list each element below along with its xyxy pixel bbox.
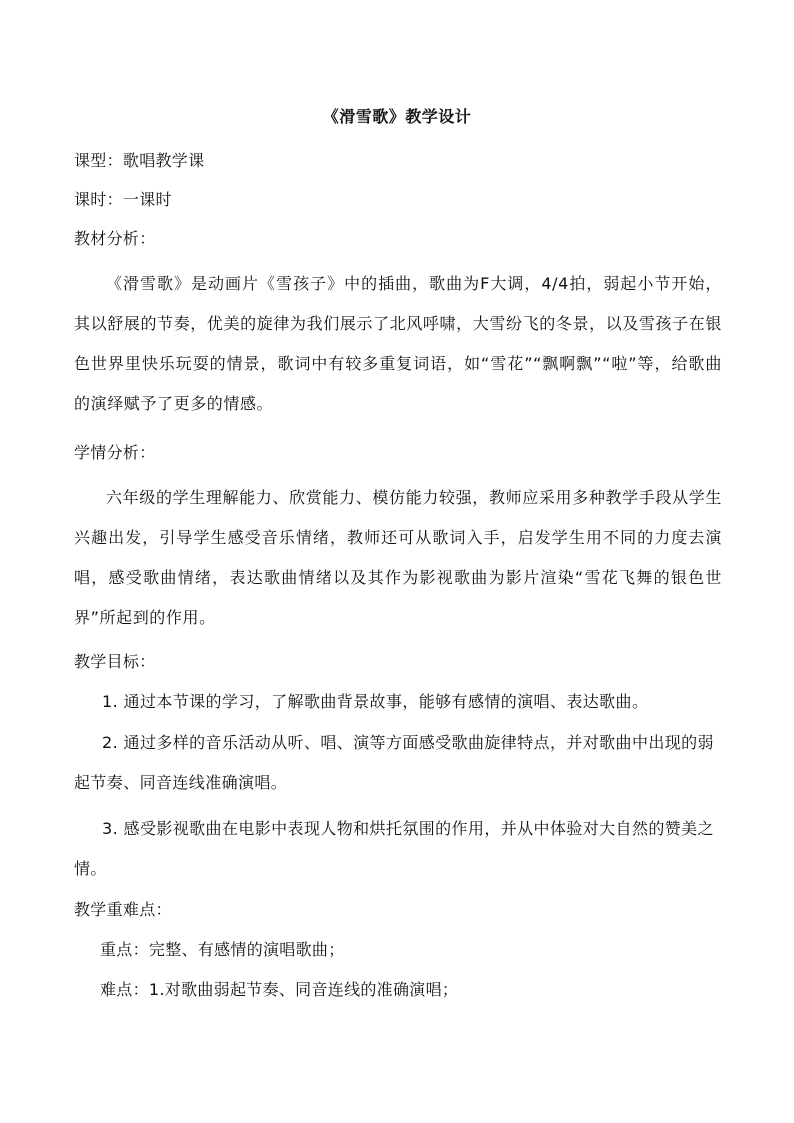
key-point: 重点：完整、有感情的演唱歌曲； [100, 940, 345, 959]
student-analysis-text: 六年级的学生理解能力、欣赏能力、模仿能力较强，教师应采用多种教学手段从学生兴趣出发，引导学生感受音乐情绪，教师还可从歌词入手，启发学生用不同的力度去演唱，感受歌曲情绪，表达歌曲情绪以及其作为影视歌曲为影片渲染“雪花飞舞的银色世界”所起到的作用。 [74, 488, 722, 627]
lesson-time: 课时：一课时 [74, 190, 172, 209]
teaching-goal-2: 2. 通过多样的音乐活动从听、唱、演等方面感受歌曲旋律特点，并对歌曲中出现的弱起节奏、同音连线准确演唱。 [74, 733, 714, 792]
difficult-point: 难点：1.对歌曲弱起节奏、同音连线的准确演唱； [100, 980, 459, 999]
teaching-goal-3: 3. 感受影视歌曲在电影中表现人物和烘托氛围的作用，并从中体验对大自然的赞美之情。 [74, 819, 714, 878]
teaching-goals-heading: 教学目标： [74, 652, 156, 671]
student-analysis-heading: 学情分析： [74, 443, 156, 462]
lesson-type: 课型：歌唱教学课 [74, 151, 205, 170]
document-title: 《滑雪歌》教学设计 [322, 107, 472, 126]
material-analysis-heading: 教材分析： [74, 229, 156, 248]
teaching-goal-1: 1. 通过本节课的学习，了解歌曲背景故事，能够有感情的演唱、表达歌曲。 [102, 692, 649, 711]
key-difficult-heading: 教学重难点： [74, 900, 172, 919]
material-analysis-text: 《滑雪歌》是动画片《雪孩子》中的插曲，歌曲为F大调，4/4拍，弱起小节开始，其以舒展的节奏，优美的旋律为我们展示了北风呼啸，大雪纷飞的冬景，以及雪孩子在银色世界里快乐玩耍的情景，歌词中有较多重复词语，如“雪花”“飘啊飘”“啦”等，给歌曲的演绎赋予了更多的情感。 [74, 274, 722, 413]
